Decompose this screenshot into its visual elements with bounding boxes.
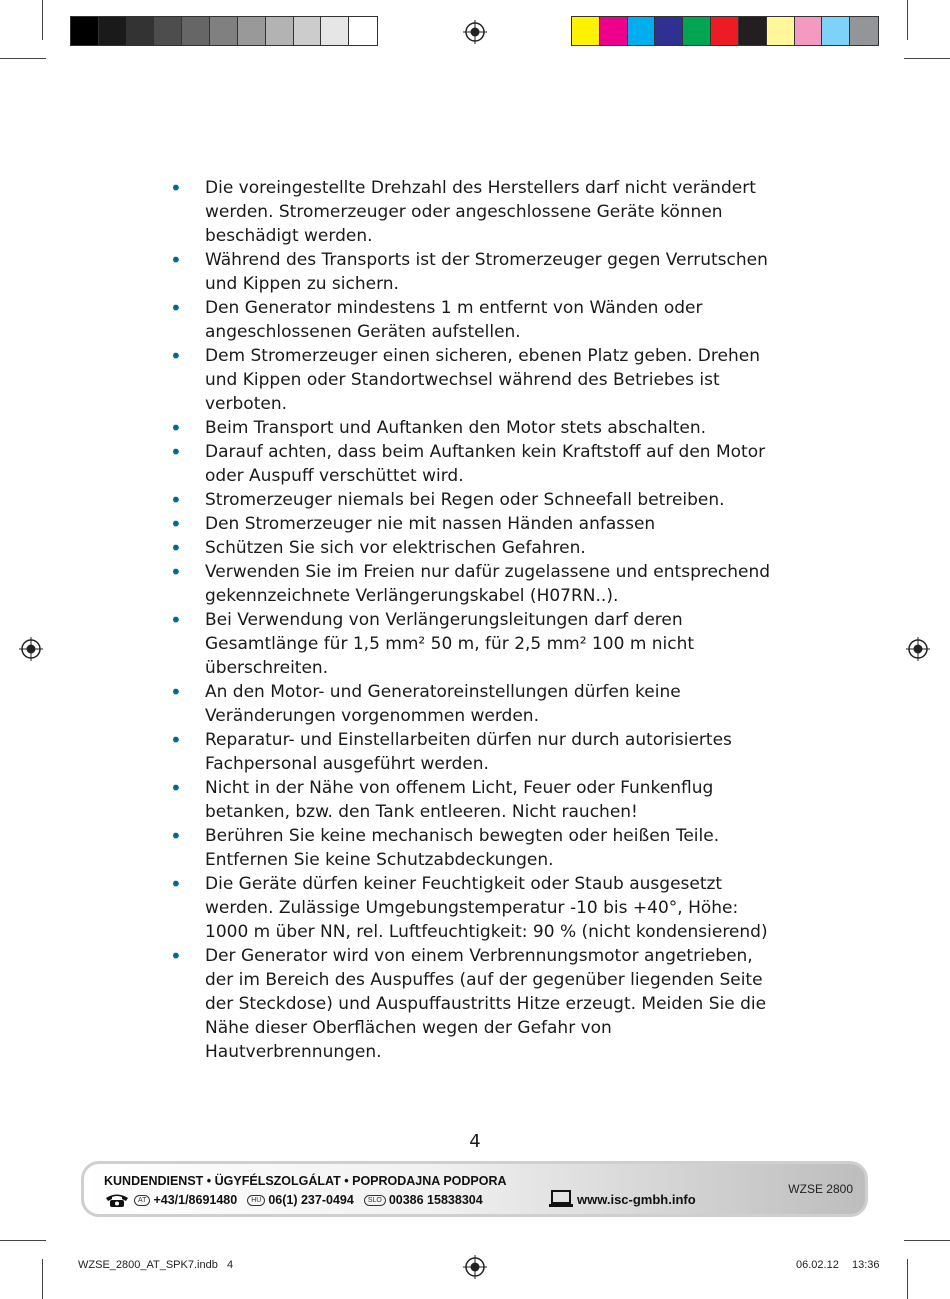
list-item: • Die Geräte dürfen keiner Feuchtigkeit oder Staub ausgesetzt werden. Zulässige Umgebungstemperatur -10 bis +40°, Höhe: 1000 m über NN, rel. Luftfeuchtigkeit: 90 % (nicht kondensierend) <box>170 872 785 944</box>
color-swatch <box>154 17 182 45</box>
crop-mark <box>904 1240 950 1241</box>
color-swatch <box>822 17 850 45</box>
model-label: WZSE 2800 <box>788 1182 853 1196</box>
country-tag: HU <box>247 1195 265 1206</box>
color-swatch <box>739 17 767 45</box>
crop-mark <box>907 0 908 40</box>
page-number: 4 <box>469 1131 481 1152</box>
registration-mark-icon <box>19 637 43 661</box>
list-item: • Bei Verwendung von Verlängerungsleitungen darf deren Gesamtlänge für 1,5 mm² 50 m, für 2,5 mm² 100 m nicht überschreiten. <box>170 608 785 680</box>
color-swatch <box>572 17 600 45</box>
list-item: • Berühren Sie keine mechanisch bewegten oder heißen Teile. Entfernen Sie keine Schutzabdeckungen. <box>170 824 785 872</box>
color-swatch <box>795 17 823 45</box>
list-item: • Der Generator wird von einem Verbrennungsmotor angetrieben, der im Bereich des Auspuffes (auf der gegenüber liegenden Seite der Steckdose) und Auspuffaustritts Hitze erzeugt. Meiden Sie die Nähe dieser Oberflächen wegen der Gefahr von Hautverbrennungen. <box>170 944 785 1064</box>
process-color-bar <box>571 16 879 46</box>
color-swatch <box>850 17 878 45</box>
crop-mark <box>904 58 950 59</box>
website-link[interactable]: www.isc-gmbh.info <box>577 1191 696 1207</box>
color-swatch <box>127 17 155 45</box>
list-item: • Schützen Sie sich vor elektrischen Gefahren. <box>170 536 785 560</box>
color-swatch <box>294 17 322 45</box>
color-swatch <box>71 17 99 45</box>
registration-mark-icon <box>463 20 487 44</box>
slug-date: 06.02.12 <box>796 1259 839 1271</box>
laptop-icon <box>549 1190 573 1208</box>
service-phone-line <box>104 1192 483 1208</box>
list-item: • Den Generator mindestens 1 m entfernt von Wänden oder angeschlossenen Geräten aufstellen. <box>170 296 785 344</box>
list-item: • An den Motor- und Generatoreinstellungen dürfen keine Veränderungen vorgenommen werden. <box>170 680 785 728</box>
color-swatch <box>321 17 349 45</box>
crop-mark <box>907 1259 908 1299</box>
color-swatch <box>683 17 711 45</box>
safety-instructions <box>170 176 785 1064</box>
registration-mark-icon <box>463 1255 487 1279</box>
list-item: • Stromerzeuger niemals bei Regen oder Schneefall betreiben. <box>170 488 785 512</box>
crop-mark <box>0 58 46 59</box>
service-title: KUNDENDIENST • ÜGYFÉLSZOLGÁLAT • POPRODAJNA PODPORA <box>104 1174 507 1188</box>
list-item: • Nicht in der Nähe von offenem Licht, Feuer oder Funkenflug betanken, bzw. den Tank entleeren. Nicht rauchen! <box>170 776 785 824</box>
color-swatch <box>238 17 266 45</box>
slug-filename: WZSE_2800_AT_SPK7.indb 4 <box>78 1259 234 1271</box>
color-swatch <box>711 17 739 45</box>
color-swatch <box>182 17 210 45</box>
customer-service-bar <box>81 1161 868 1217</box>
crop-mark <box>0 1240 46 1241</box>
list-item: • Darauf achten, dass beim Auftanken kein Kraftstoff auf den Motor oder Auspuff verschüttet wird. <box>170 440 785 488</box>
color-swatch <box>210 17 238 45</box>
color-swatch <box>628 17 656 45</box>
service-website <box>549 1190 696 1208</box>
list-item: • Verwenden Sie im Freien nur dafür zugelassene und entsprechend gekennzeichnete Verlängerungskabel (H07RN..). <box>170 560 785 608</box>
list-item: • Den Stromerzeuger nie mit nassen Händen anfassen <box>170 512 785 536</box>
crop-mark <box>42 1259 43 1299</box>
color-swatch <box>767 17 795 45</box>
phone-number: 06(1) 237-0494 <box>268 1193 354 1207</box>
list-item: • Während des Transports ist der Stromerzeuger gegen Verrutschen und Kippen zu sichern. <box>170 248 785 296</box>
list-item: • Die voreingestellte Drehzahl des Herstellers darf nicht verändert werden. Stromerzeuger oder angeschlossene Geräte können beschädigt werden. <box>170 176 785 248</box>
color-swatch <box>600 17 628 45</box>
slug-time: 13:36 <box>852 1259 880 1271</box>
phone-number: +43/1/8691480 <box>153 1193 238 1207</box>
color-swatch <box>99 17 127 45</box>
color-swatch <box>655 17 683 45</box>
country-tag: SLO <box>364 1195 386 1206</box>
color-swatch <box>349 17 377 45</box>
safety-instruction-list <box>170 176 785 1064</box>
phone-icon <box>104 1192 130 1208</box>
registration-mark-icon <box>906 637 930 661</box>
color-swatch <box>266 17 294 45</box>
list-item: • Dem Stromerzeuger einen sicheren, ebenen Platz geben. Drehen und Kippen oder Standortwechsel während des Betriebes ist verboten. <box>170 344 785 416</box>
country-tag: AT <box>134 1195 150 1206</box>
grayscale-color-bar <box>70 16 378 46</box>
list-item: • Reparatur- und Einstellarbeiten dürfen nur durch autorisiertes Fachpersonal ausgeführt werden. <box>170 728 785 776</box>
crop-mark <box>42 0 43 40</box>
list-item: • Beim Transport und Auftanken den Motor stets abschalten. <box>170 416 785 440</box>
phone-number: 00386 15838304 <box>388 1193 483 1207</box>
